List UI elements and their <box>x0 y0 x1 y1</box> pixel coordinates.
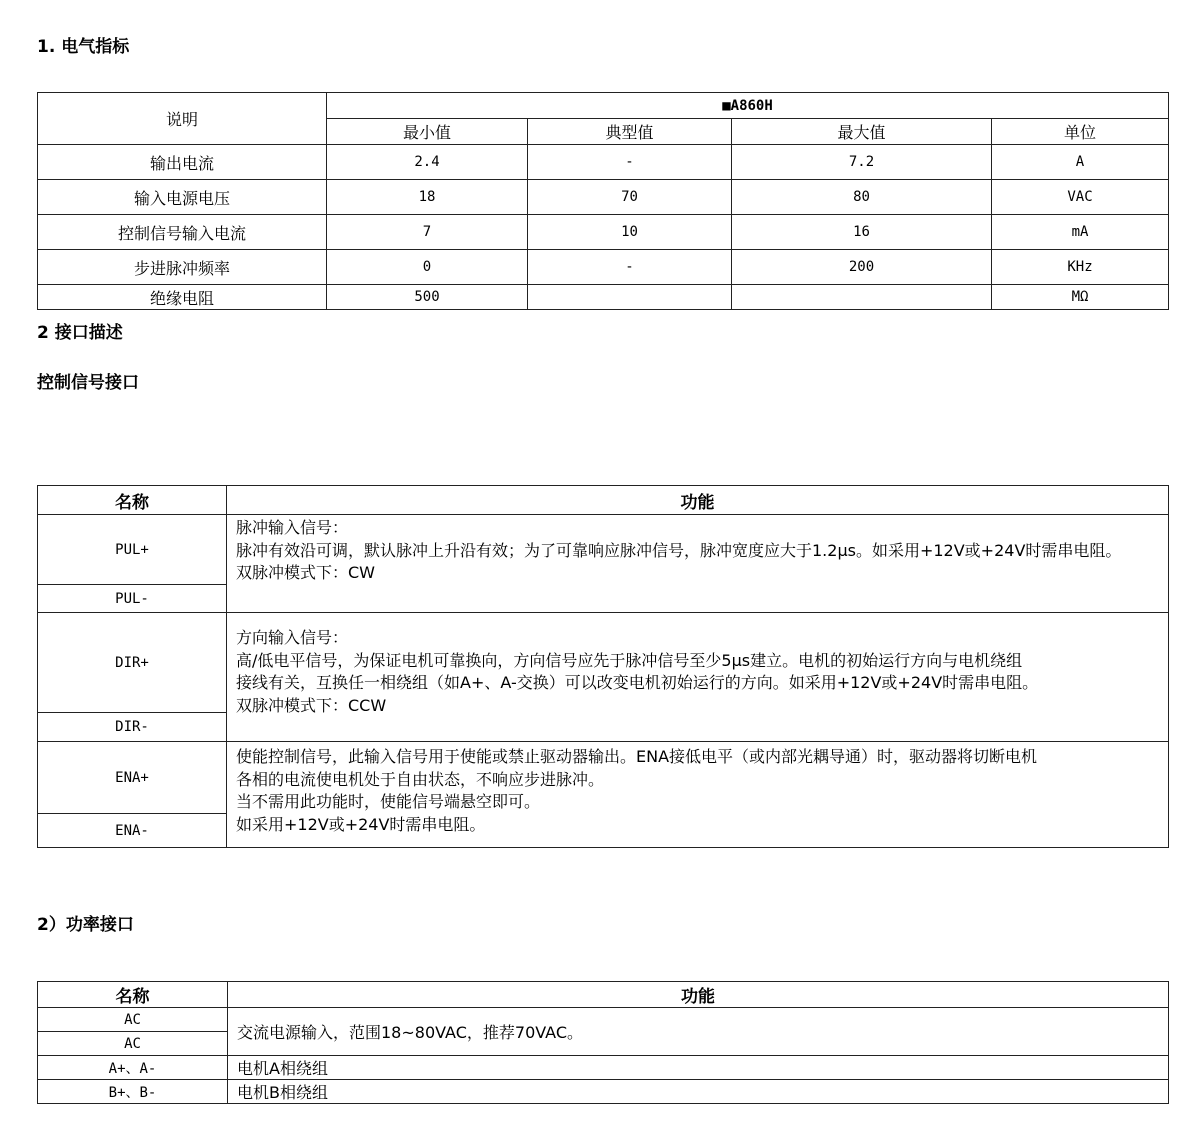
table-row <box>38 180 1169 215</box>
table-row <box>38 250 1169 285</box>
cell-typ: - <box>528 145 732 180</box>
function-line: 使能控制信号，此输入信号用于使能或禁止驱动器输出。ENA接低电平（或内部光耦导通）时，驱动器将切断电机 <box>236 747 1038 766</box>
signal-name: PUL+ <box>38 515 227 585</box>
function-line: 如采用+12V或+24V时需串电阻。 <box>236 814 486 834</box>
terminal-function: 电机B相绕组 <box>228 1080 1169 1104</box>
table-row <box>38 1008 1169 1032</box>
function-line: 双脉冲模式下：CW <box>236 563 375 582</box>
name-column-header: 名称 <box>38 486 227 515</box>
signal-function <box>227 613 1169 742</box>
cell-min: 2.4 <box>327 145 528 180</box>
cell-typ: 10 <box>528 215 732 250</box>
power-interface-table <box>37 981 1169 1104</box>
cell-unit: MΩ <box>992 285 1169 310</box>
row-label: 输入电源电压 <box>38 180 327 215</box>
signal-function <box>227 515 1169 613</box>
cell-min: 18 <box>327 180 528 215</box>
cell-max <box>732 285 992 310</box>
section-heading-power: 2）功率接口 <box>37 915 134 935</box>
function-line: 高/低电平信号，为保证电机可靠换向，方向信号应先于脉冲信号至少5μs建立。电机的初始运行方向与电机绕组 <box>236 650 1023 670</box>
cell-max: 200 <box>732 250 992 285</box>
table-row <box>38 742 1169 814</box>
cell-unit: mA <box>992 215 1169 250</box>
table-row <box>38 1080 1169 1104</box>
description-header: 说明 <box>38 93 327 145</box>
model-header: ■A860H <box>327 93 1169 119</box>
cell-unit: VAC <box>992 180 1169 215</box>
row-label: 控制信号输入电流 <box>38 215 327 250</box>
cell-typ: - <box>528 250 732 285</box>
terminal-name: A+、A- <box>38 1056 228 1080</box>
function-line: 方向输入信号： <box>236 628 349 647</box>
section-heading-electrical: 1. 电气指标 <box>37 37 130 57</box>
signal-name: ENA- <box>38 814 227 848</box>
cell-unit: A <box>992 145 1169 180</box>
function-column-header: 功能 <box>227 486 1169 515</box>
column-header-min: 最小值 <box>327 119 528 145</box>
cell-min: 500 <box>327 285 528 310</box>
terminal-name: AC <box>38 1008 228 1032</box>
table-row <box>38 1056 1169 1080</box>
row-label: 绝缘电阻 <box>38 285 327 310</box>
section-heading-control-signal: 控制信号接口 <box>37 373 139 393</box>
cell-typ: 70 <box>528 180 732 215</box>
column-header-unit: 单位 <box>992 119 1169 145</box>
table-row <box>38 613 1169 713</box>
function-line: 双脉冲模式下：CCW <box>236 695 387 715</box>
function-column-header: 功能 <box>228 982 1169 1008</box>
row-label: 输出电流 <box>38 145 327 180</box>
table-row <box>38 215 1169 250</box>
signal-name: ENA+ <box>38 742 227 814</box>
table-row <box>38 285 1169 310</box>
cell-max: 80 <box>732 180 992 215</box>
cell-max: 7.2 <box>732 145 992 180</box>
cell-max: 16 <box>732 215 992 250</box>
function-line: 各相的电流使电机处于自由状态，不响应步进脉冲。 <box>236 769 605 789</box>
cell-typ <box>528 285 732 310</box>
electrical-spec-table <box>37 92 1169 310</box>
terminal-name: AC <box>38 1032 228 1056</box>
column-header-typ: 典型值 <box>528 119 732 145</box>
cell-min: 0 <box>327 250 528 285</box>
terminal-name: B+、B- <box>38 1080 228 1104</box>
cell-unit: KHz <box>992 250 1169 285</box>
function-line: 当不需用此功能时，使能信号端悬空即可。 <box>236 792 541 811</box>
terminal-function: 电机A相绕组 <box>228 1056 1169 1080</box>
row-label: 步进脉冲频率 <box>38 250 327 285</box>
signal-function <box>227 742 1169 848</box>
signal-name: DIR- <box>38 713 227 742</box>
column-header-max: 最大值 <box>732 119 992 145</box>
terminal-function: 交流电源输入，范围18~80VAC，推荐70VAC。 <box>228 1008 1169 1056</box>
signal-name: PUL- <box>38 585 227 613</box>
function-line: 脉冲有效沿可调，默认脉冲上升沿有效；为了可靠响应脉冲信号，脉冲宽度应大于1.2μs。如采用+12V或+24V时需串电阻。 <box>236 540 1122 560</box>
function-line: 接线有关，互换任一相绕组（如A+、A-交换）可以改变电机初始运行的方向。如采用+12V或+24V时需串电阻。 <box>236 673 1039 692</box>
function-line: 脉冲输入信号： <box>236 518 349 537</box>
table-row <box>38 145 1169 180</box>
section-heading-interface: 2 接口描述 <box>37 323 123 343</box>
cell-min: 7 <box>327 215 528 250</box>
name-column-header: 名称 <box>38 982 228 1008</box>
signal-name: DIR+ <box>38 613 227 713</box>
control-signal-table <box>37 485 1169 848</box>
table-row <box>38 515 1169 585</box>
